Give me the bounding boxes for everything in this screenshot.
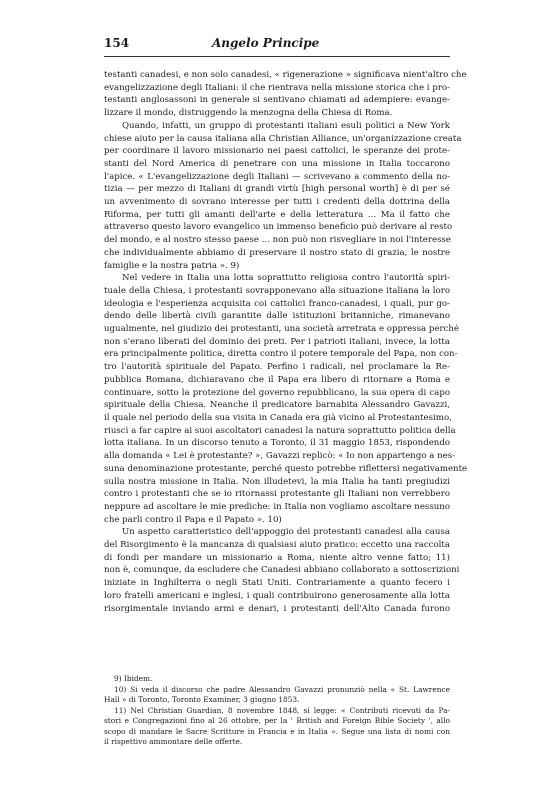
body-line: continuare, sotto la protezione del governo repubblicano, la sua opera di capo <box>104 387 450 398</box>
page-header <box>104 36 450 57</box>
body-line: risorgimentale inviando armi e denari, i protestanti dell'Alto Canada furono <box>104 603 450 614</box>
body-line: non s'erano liberati del dominio dei preti. Per i patrioti italiani, invece, la lotta <box>104 336 450 347</box>
body-line: testanti anglosassoni in generale si sentivano chiamati ad adempiere: evange- <box>104 95 450 106</box>
body-line: iniziate in Inghilterra o negli Stati Uniti. Contrariamente a quanto fecero i <box>104 578 450 589</box>
page-number: 154 <box>104 36 130 50</box>
body-line: alla domanda « Lei è protestante? », Gavazzi replicò: « Io non appartengo a nes- <box>104 451 456 462</box>
body-line: per coordinare il lavoro missionario nei paesi cattolici, le speranze dei prote- <box>104 146 450 157</box>
body-line: neppure ad ascoltare le mie prediche: in Italia non vogliamo ascoltare nessuno <box>104 501 450 512</box>
body-line: stanti del Nord America di penetrare con una missione in Italia toccarono <box>104 158 450 169</box>
body-line: ugualmente, nel giudizio dei protestanti, una società arretrata e oppressa perché <box>104 324 459 335</box>
body-line: un avvenimento di sovrano interesse per tutti i credenti della dottrina della <box>104 197 450 208</box>
body-line: Riforma, per tutti gli amanti dell'arte e della letteratura ... Ma il fatto che <box>104 209 450 220</box>
body-text <box>104 69 468 615</box>
body-line: tro l'autorità spirituale del Papato. Perfino i radicali, nel proclamare la Re- <box>104 362 450 373</box>
body-line: tizia — per mezzo di Italiani di grandi virtù [high personal worth] è di per sé <box>104 184 450 195</box>
body-line: del Risorgimento è la mancanza di qualsiasi aiuto pratico: eccetto una raccolta <box>104 540 450 551</box>
body-line: contro i protestanti che se io ritornassi protestante gli Italiani non verrebbero <box>104 489 450 500</box>
footnote-line: 9) Ibidem. <box>114 674 153 683</box>
footnotes <box>104 674 450 748</box>
body-line: attraverso questo lavoro evangelico un immenso beneficio può derivare al resto <box>104 222 453 233</box>
body-line: che parli contro il Papa e il Papato ». 10) <box>104 514 282 525</box>
body-line: loro fratelli americani e inglesi, i quali contribuirono generosamente alla lotta <box>104 590 450 601</box>
body-line: pubblica Romana, dichiaravano che il Papa era libero di ritornare a Roma e <box>104 374 450 385</box>
body-line: famiglie e la nostra patria ». 9) <box>104 260 240 271</box>
body-line: lizzare il mondo, distruggendo la menzogna della Chiesa di Roma. <box>104 108 393 119</box>
body-line: testanti canadesi, e non solo canadesi, « rigenerazione » significava nient'altro che <box>104 70 467 80</box>
body-line: Quando, infatti, un gruppo di protestanti italiani esuli politici a New York <box>122 120 450 131</box>
body-line: l'apice. « L'evangelizzazione degli Italiani — scrivevano a commento della no- <box>104 171 450 182</box>
running-head: Angelo Principe <box>212 36 320 50</box>
body-line: non è, comunque, da escludere che Canadesi abbiano collaborato a sottoscrizioni <box>104 565 460 576</box>
body-line: Un aspetto caratteristico dell'appoggio dei protestanti canadesi alla causa <box>122 527 450 538</box>
body-line: Nel vedere in Italia una lotta soprattutto religiosa contro l'autorità spiri- <box>122 273 450 284</box>
footnote-line: 10) Si veda il discorso che padre Alessandro Gavazzi pronunziò nella « St. Lawrence <box>114 684 450 694</box>
body-line: lotta italiana. In un discorso tenuto a Toronto, il 31 maggio 1853, rispondendo <box>104 438 450 449</box>
body-line: era principalmente politica, diretta contro il potere temporale del Papa, non con- <box>104 349 458 360</box>
body-line: evangelizzazione degli Italiani: il che rientrava nella missione storica che i pro- <box>104 82 450 93</box>
body-line: chiese aiuto per la causa italiana alla Christian Alliance, un'organizzazione creata <box>104 133 462 144</box>
body-line: dendo delle libertà civili garantite dalle istituzioni britanniche, rimanevano <box>104 311 450 322</box>
footnote-line: stori e Congregazioni fino al 26 ottobre, per la ' British and Foreign Bible Society ', allo <box>104 716 450 725</box>
body-line: ideologia e l'esperienza acquisita coi cattolici franco-canadesi, i quali, pur go- <box>104 298 450 309</box>
footnote-line: il rispettivo ammontare delle offerte. <box>104 737 243 746</box>
footnote-line: Hall » di Toronto, Toronto Examiner, 3 giugno 1853. <box>104 695 300 704</box>
body-line: riuscì a far capire ai suoi ascoltatori canadesi la natura soprattutto politica della <box>104 425 456 436</box>
body-line: sulla nostra missione in Italia. Non illudetevi, la mia Italia ha tanti pregiudizi <box>104 476 450 487</box>
body-line: spirituale della Chiesa. Neanche il predicatore barnabita Alessandro Gavazzi, <box>104 400 450 411</box>
body-line: che individualmente abbiamo di preservare il nostro stato di grazia, le nostre <box>104 247 450 258</box>
body-line: di fondi per mandare un missionario a Roma, niente altro venne fatto; 11) <box>104 552 450 563</box>
body-line: suna denominazione protestante, perché questo potrebbe riflettersi negativamente <box>104 463 468 474</box>
body-line: del mondo, e al nostro stesso paese ... non può non risvegliare in noi l'interesse <box>104 235 451 246</box>
footnote-line: scopo di mandare le Sacre Scritture in Francia e in Italia ». Segue una lista di nomi con <box>104 726 450 736</box>
footnote-line: 11) Nel Christian Guardian, 8 novembre 1848, si legge: « Contributi ricevuti da Pa- <box>114 705 450 715</box>
body-line: il quale nel periodo della sua visita in Canada era già vicino al Protestantesimo, <box>104 412 452 423</box>
body-line: tuale della Chiesa, i protestanti sovrapponevano alla situazione italiana la loro <box>104 285 450 296</box>
